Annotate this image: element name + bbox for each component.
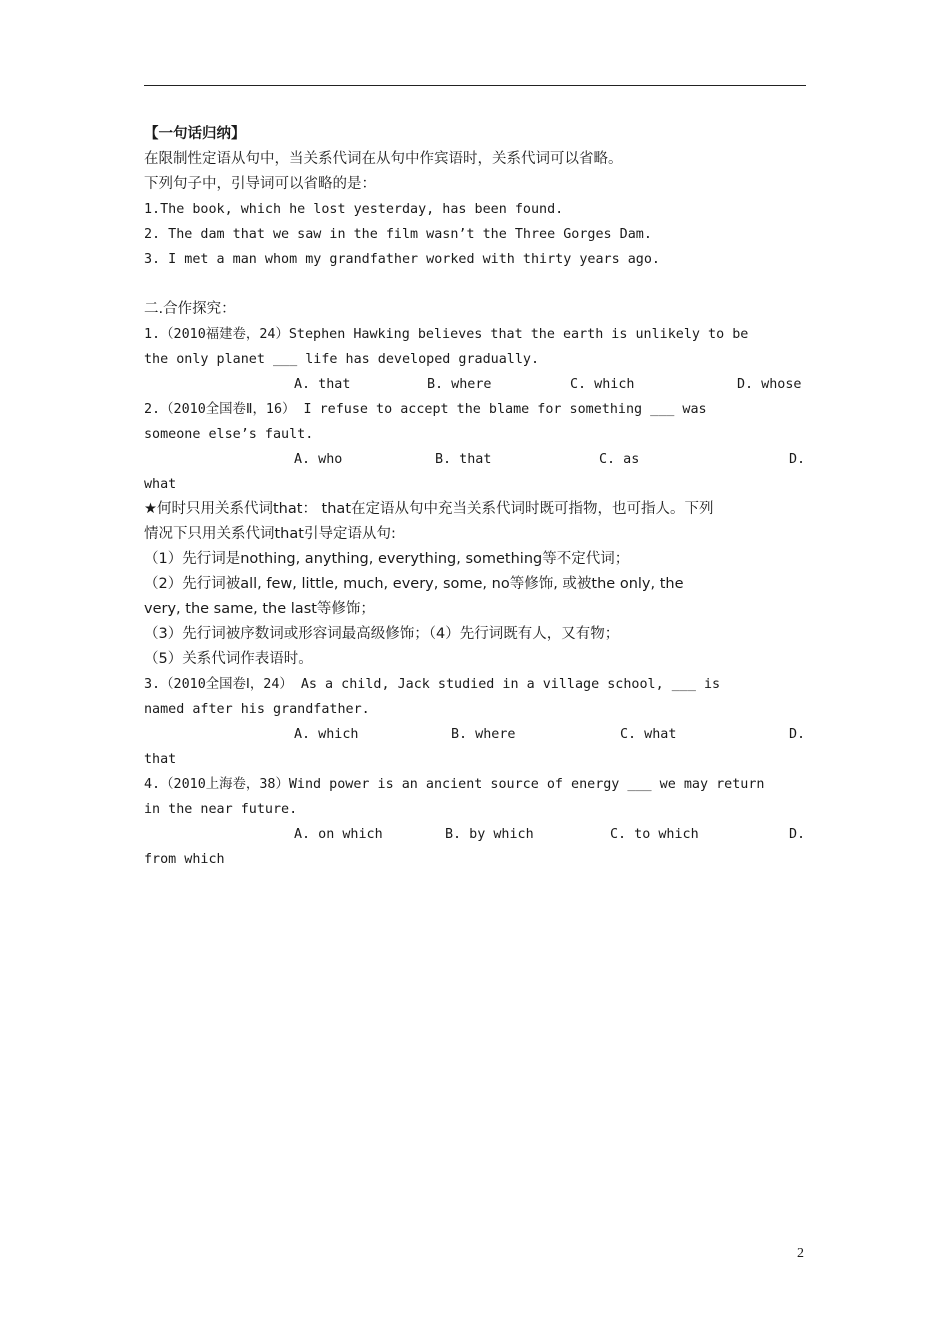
q1-options xyxy=(144,372,806,397)
tip-line2: 情况下只用关系代词that引导定语从句: xyxy=(144,526,396,542)
tip-rule-2: （2）先行词被all, few, little, much, every, some, no等修饰, 或被the only, the xyxy=(144,576,684,592)
page-number: 2 xyxy=(797,1246,804,1261)
q1-line2: the only planet ___ life has developed gradually. xyxy=(144,352,540,367)
q3-options xyxy=(144,722,806,747)
tip-rule-2-cont: very, the same, the last等修饰； xyxy=(144,601,375,617)
summary-prompt: 下列句子中，引导词可以省略的是： xyxy=(144,176,376,192)
q4-option-d-text: from which xyxy=(144,852,225,867)
q1-option-c: C. which xyxy=(570,377,635,392)
q2-option-c: C. as xyxy=(599,452,640,467)
q1-option-d: D. whose xyxy=(737,377,802,392)
q3-option-c: C. what xyxy=(620,727,677,742)
tip-rule-3-4: （3）先行词被序数词或形容词最高级修饰；（4）先行词既有人，又有物； xyxy=(144,626,620,642)
q1-line1: 1.（2010福建卷，24）Stephen Hawking believes that the earth is unlikely to be xyxy=(144,327,749,342)
q1-option-b: B. where xyxy=(427,377,492,392)
q2-options xyxy=(144,447,806,472)
q4-option-a: A. on which xyxy=(294,827,383,842)
document-body xyxy=(144,122,806,872)
tip-rule-1: （1）先行词是nothing, anything, everything, something等不定代词； xyxy=(144,551,630,567)
q2-option-d: D. xyxy=(789,452,806,467)
q4-line1: 4.（2010上海卷，38）Wind power is an ancient source of energy ___ we may return xyxy=(144,777,765,792)
summary-rule: 在限制性定语从句中，当关系代词在从句中作宾语时，关系代词可以省略。 xyxy=(144,151,623,167)
q4-option-d: D. xyxy=(789,827,806,842)
q3-line1: 3.（2010全国卷Ⅰ，24） As a child, Jack studied in a village school, ___ is xyxy=(144,677,721,692)
section2-heading: 二.合作探究： xyxy=(144,301,236,317)
q4-option-b: B. by which xyxy=(445,827,534,842)
q2-option-d-text: what xyxy=(144,477,177,492)
q3-option-a: A. which xyxy=(294,727,359,742)
q3-line2: named after his grandfather. xyxy=(144,702,370,717)
q2-option-a: A. who xyxy=(294,452,343,467)
q4-line2: in the near future. xyxy=(144,802,298,817)
q3-option-d-text: that xyxy=(144,752,177,767)
q3-option-b: B. where xyxy=(451,727,516,742)
q4-options xyxy=(144,822,806,847)
tip-line1: ★何时只用关系代词that： that在定语从句中充当关系代词时既可指物，也可指人。下列 xyxy=(144,501,714,517)
summary-item-1: 1.The book, which he lost yesterday, has been found. xyxy=(144,202,564,217)
summary-item-3: 3. I met a man whom my grandfather worked with thirty years ago. xyxy=(144,252,660,267)
q4-option-c: C. to which xyxy=(610,827,699,842)
q2-option-b: B. that xyxy=(435,452,492,467)
q1-option-a: A. that xyxy=(294,377,351,392)
q2-line1: 2.（2010全国卷Ⅱ，16） I refuse to accept the blame for something ___ was xyxy=(144,402,707,417)
header-rule xyxy=(144,85,806,86)
q3-option-d: D. xyxy=(789,727,806,742)
summary-item-2: 2. The dam that we saw in the film wasn’t the Three Gorges Dam. xyxy=(144,227,652,242)
summary-heading: 【一句话归纳】 xyxy=(144,126,246,142)
q2-line2: someone else’s fault. xyxy=(144,427,314,442)
tip-rule-5: （5）关系代词作表语时。 xyxy=(144,651,313,667)
